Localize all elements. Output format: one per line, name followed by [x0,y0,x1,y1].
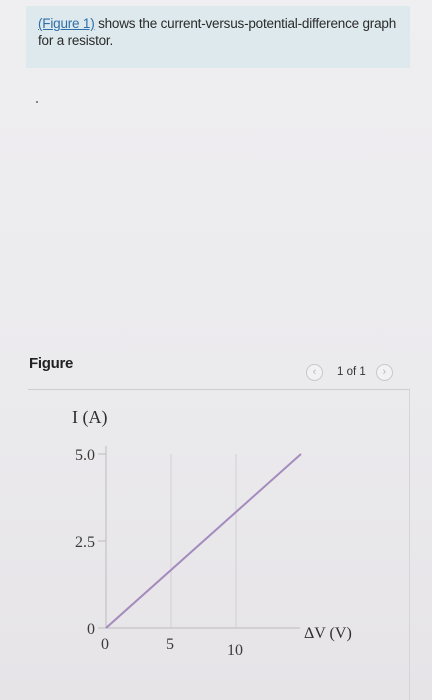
series-line-0 [106,454,301,628]
y-axis-title: I (A) [72,407,108,427]
x-tick-label-1: 5 [166,636,174,653]
x-axis-title: ΔV (V) [304,625,352,642]
figure-heading: Figure [29,355,74,372]
grid-layer [98,454,236,628]
figure-link[interactable]: (Figure 1) [38,16,95,31]
x-tick-label-0: 0 [101,636,109,653]
series-layer [106,454,301,628]
axes-layer [98,446,300,628]
page-indicator: 1 of 1 [337,366,366,378]
prompt-text: shows the current-versus-potential-difference graph for a resistor. [38,16,397,48]
y-tick-label-1: 2.5 [75,534,95,551]
chevron-right-icon: › [382,365,387,378]
chevron-left-icon: ‹ [312,365,317,378]
y-tick-label-0: 0 [87,621,95,638]
y-tick-label-2: 5.0 [75,447,95,464]
x-tick-label-2: 10 [227,642,243,659]
